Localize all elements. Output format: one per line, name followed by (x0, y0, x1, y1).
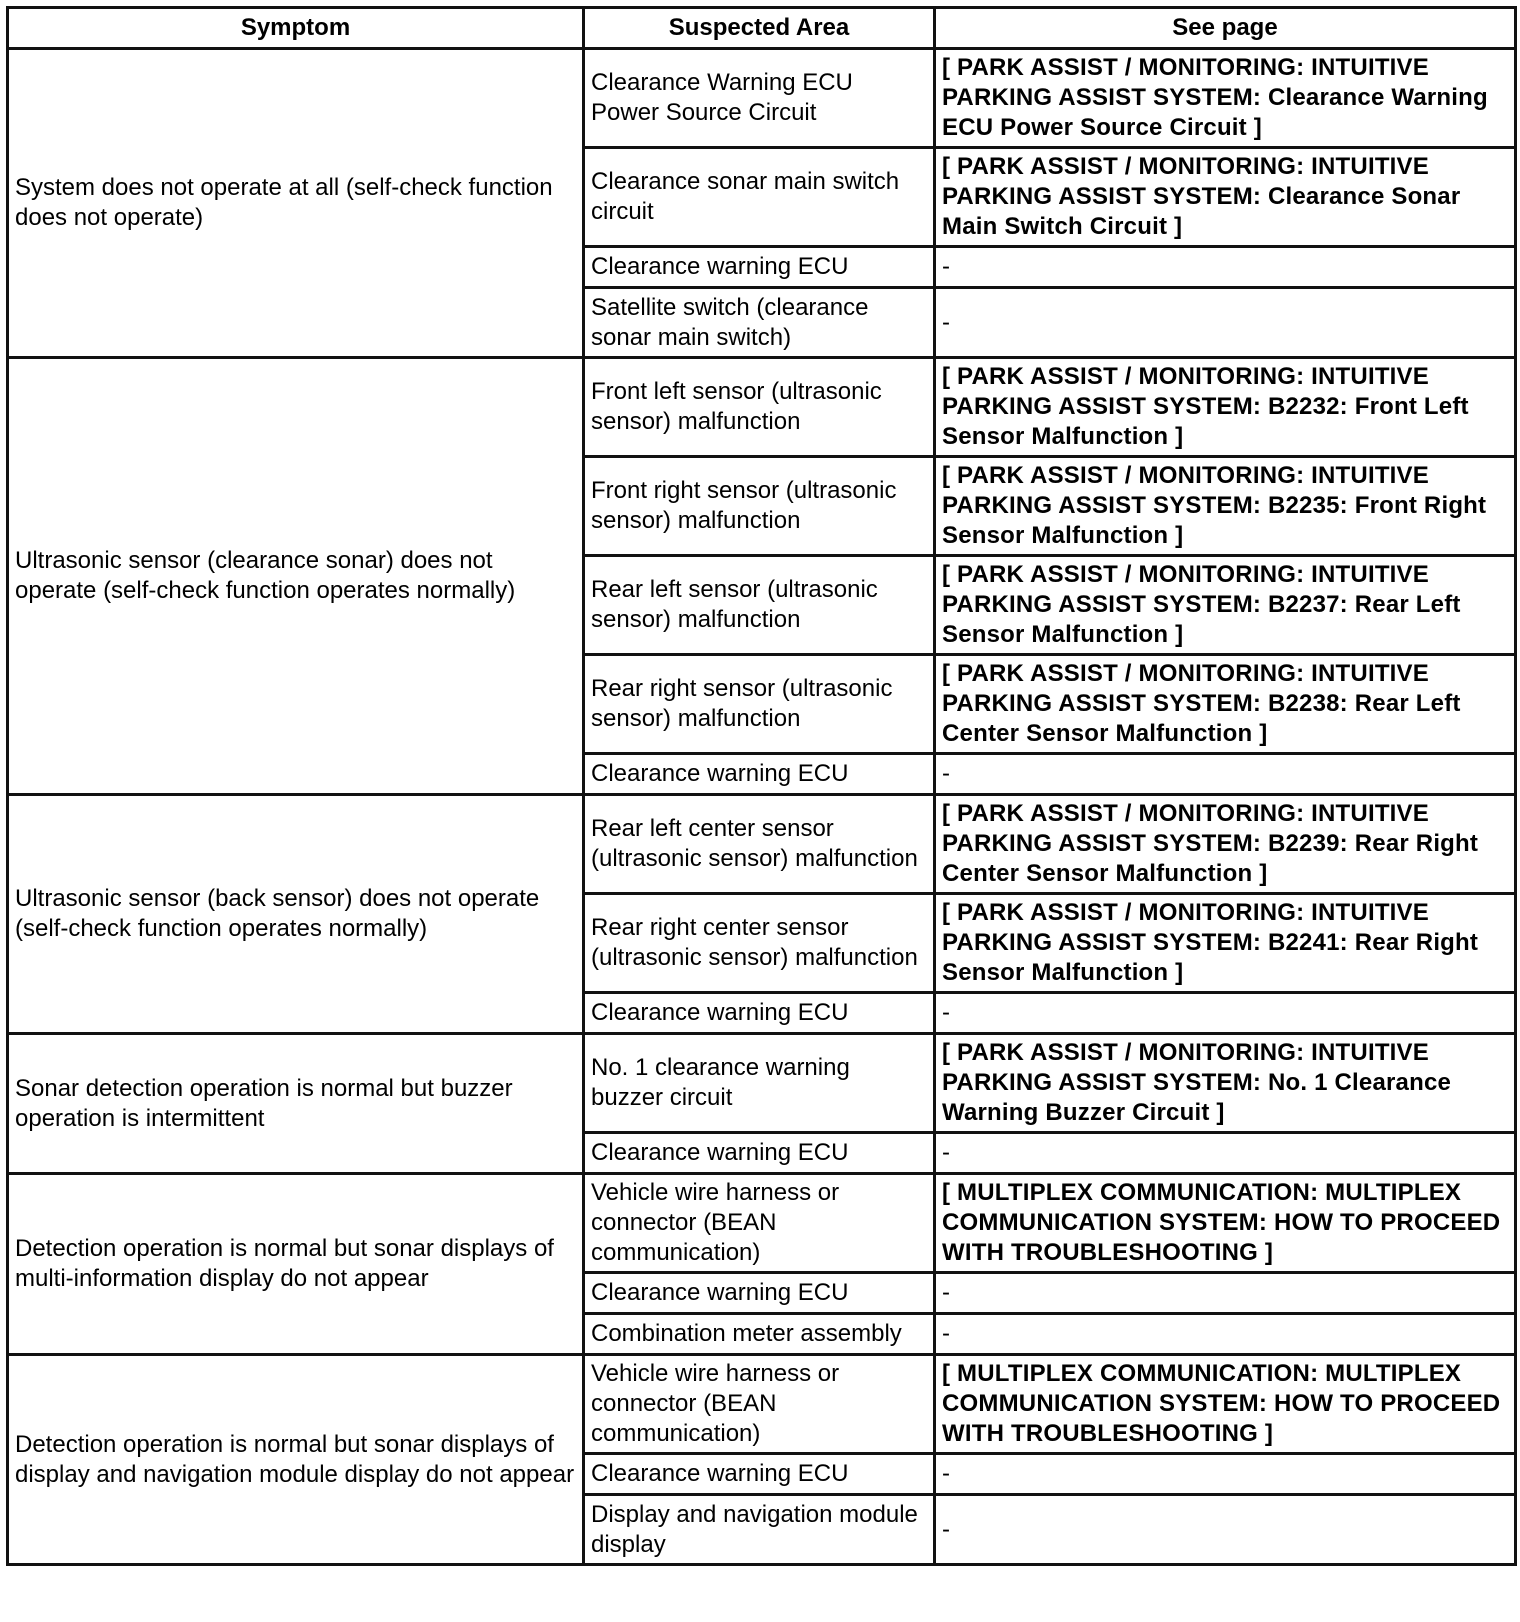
see-page-cell: [ MULTIPLEX COMMUNICATION: MULTIPLEX COMMUNICATION SYSTEM: HOW TO PROCEED WITH TROUBLESHOOTING ] (935, 1174, 1516, 1273)
suspected-area-cell: Rear right sensor (ultrasonic sensor) malfunction (584, 655, 935, 754)
symptom-cell: Ultrasonic sensor (clearance sonar) does not operate (self-check function operates normally) (8, 358, 584, 795)
suspected-area-cell: Clearance warning ECU (584, 1273, 935, 1314)
header-row (8, 8, 1516, 49)
see-page-cell: [ PARK ASSIST / MONITORING: INTUITIVE PARKING ASSIST SYSTEM: Clearance Sonar Main Switch Circuit ] (935, 148, 1516, 247)
table-row (8, 1174, 1516, 1273)
see-page-cell: [ PARK ASSIST / MONITORING: INTUITIVE PARKING ASSIST SYSTEM: B2237: Rear Left Sensor Malfunction ] (935, 556, 1516, 655)
troubleshooting-table (6, 6, 1517, 1566)
symptom-cell: Sonar detection operation is normal but buzzer operation is intermittent (8, 1034, 584, 1174)
header-suspected-area: Suspected Area (584, 8, 935, 49)
symptom-cell: Detection operation is normal but sonar displays of display and navigation module display do not appear (8, 1355, 584, 1565)
table-row (8, 358, 1516, 457)
see-page-cell: - (935, 1273, 1516, 1314)
see-page-cell: [ MULTIPLEX COMMUNICATION: MULTIPLEX COMMUNICATION SYSTEM: HOW TO PROCEED WITH TROUBLESHOOTING ] (935, 1355, 1516, 1454)
see-page-cell: - (935, 1314, 1516, 1355)
see-page-cell: - (935, 993, 1516, 1034)
table-row (8, 49, 1516, 148)
suspected-area-cell: Front left sensor (ultrasonic sensor) malfunction (584, 358, 935, 457)
see-page-cell: - (935, 754, 1516, 795)
see-page-cell: [ PARK ASSIST / MONITORING: INTUITIVE PARKING ASSIST SYSTEM: B2241: Rear Right Sensor Malfunction ] (935, 894, 1516, 993)
suspected-area-cell: Clearance warning ECU (584, 247, 935, 288)
suspected-area-cell: Clearance Warning ECU Power Source Circuit (584, 49, 935, 148)
table-row (8, 1355, 1516, 1454)
header-see-page: See page (935, 8, 1516, 49)
see-page-cell: - (935, 1133, 1516, 1174)
suspected-area-cell: Clearance warning ECU (584, 754, 935, 795)
suspected-area-cell: Clearance warning ECU (584, 1454, 935, 1495)
suspected-area-cell: Rear left sensor (ultrasonic sensor) malfunction (584, 556, 935, 655)
see-page-cell: - (935, 247, 1516, 288)
suspected-area-cell: Display and navigation module display (584, 1495, 935, 1565)
see-page-cell: [ PARK ASSIST / MONITORING: INTUITIVE PARKING ASSIST SYSTEM: B2238: Rear Left Center Sensor Malfunction ] (935, 655, 1516, 754)
table-header (8, 8, 1516, 49)
see-page-cell: [ PARK ASSIST / MONITORING: INTUITIVE PARKING ASSIST SYSTEM: B2235: Front Right Sensor Malfunction ] (935, 457, 1516, 556)
see-page-cell: [ PARK ASSIST / MONITORING: INTUITIVE PARKING ASSIST SYSTEM: B2232: Front Left Sensor Malfunction ] (935, 358, 1516, 457)
suspected-area-cell: Front right sensor (ultrasonic sensor) malfunction (584, 457, 935, 556)
table-body (8, 49, 1516, 1565)
symptom-cell: Ultrasonic sensor (back sensor) does not operate (self-check function operates normally) (8, 795, 584, 1034)
table-row (8, 1034, 1516, 1133)
see-page-cell: [ PARK ASSIST / MONITORING: INTUITIVE PARKING ASSIST SYSTEM: B2239: Rear Right Center Sensor Malfunction ] (935, 795, 1516, 894)
see-page-cell: [ PARK ASSIST / MONITORING: INTUITIVE PARKING ASSIST SYSTEM: Clearance Warning ECU Power Source Circuit ] (935, 49, 1516, 148)
suspected-area-cell: Rear left center sensor (ultrasonic sensor) malfunction (584, 795, 935, 894)
suspected-area-cell: Clearance warning ECU (584, 993, 935, 1034)
suspected-area-cell: Clearance sonar main switch circuit (584, 148, 935, 247)
suspected-area-cell: Rear right center sensor (ultrasonic sensor) malfunction (584, 894, 935, 993)
header-symptom: Symptom (8, 8, 584, 49)
suspected-area-cell: No. 1 clearance warning buzzer circuit (584, 1034, 935, 1133)
suspected-area-cell: Vehicle wire harness or connector (BEAN communication) (584, 1355, 935, 1454)
see-page-cell: - (935, 1454, 1516, 1495)
suspected-area-cell: Clearance warning ECU (584, 1133, 935, 1174)
table-row (8, 795, 1516, 894)
see-page-cell: - (935, 288, 1516, 358)
see-page-cell: - (935, 1495, 1516, 1565)
symptom-cell: Detection operation is normal but sonar displays of multi-information display do not appear (8, 1174, 584, 1355)
suspected-area-cell: Combination meter assembly (584, 1314, 935, 1355)
symptom-cell: System does not operate at all (self-check function does not operate) (8, 49, 584, 358)
see-page-cell: [ PARK ASSIST / MONITORING: INTUITIVE PARKING ASSIST SYSTEM: No. 1 Clearance Warning Buzzer Circuit ] (935, 1034, 1516, 1133)
suspected-area-cell: Vehicle wire harness or connector (BEAN communication) (584, 1174, 935, 1273)
suspected-area-cell: Satellite switch (clearance sonar main switch) (584, 288, 935, 358)
